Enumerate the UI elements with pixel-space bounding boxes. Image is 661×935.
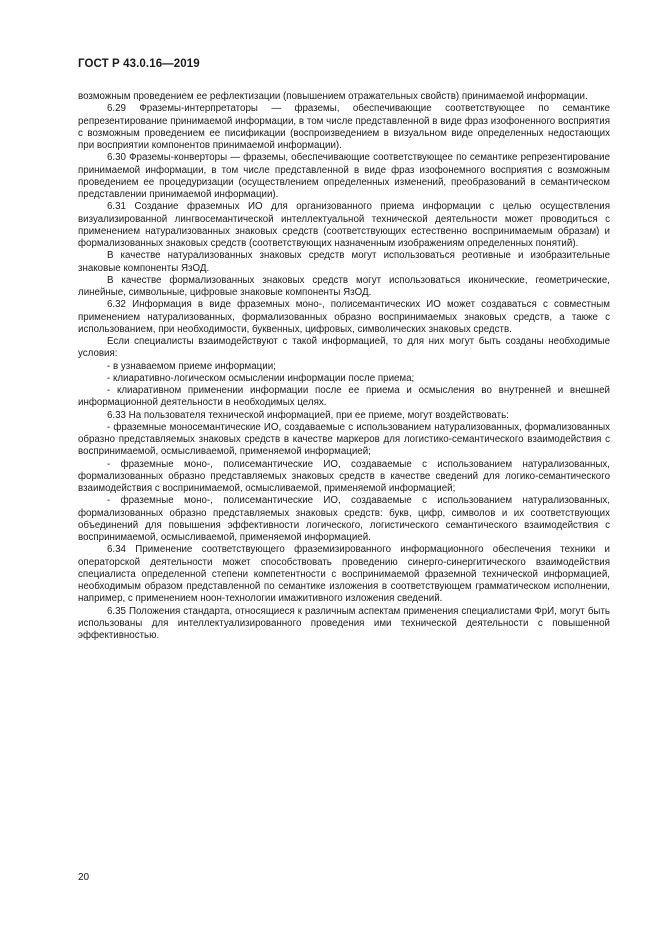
- list-item: - фраземные моно-, полисемантические ИО, создаваемые с использованием натурализованных, формализованных образно представляемых знаковых средств в качестве сведений для логико-семантического взаимодействия с воспринимаемой, осмысливаемой, применяемой информацией;: [78, 458, 610, 494]
- paragraph: 6.33 На пользователя технической информацией, при ее приеме, могут воздействовать:: [107, 409, 509, 421]
- paragraph: Если специалисты взаимодействуют с такой информацией, то для них могут быть созданы необходимые условия:: [78, 336, 610, 360]
- paragraph: В качестве формализованных знаковых средств могут использоваться иконические, геометрические, линейные, символьные, цифровые знаковые компоненты ЯзОД.: [78, 274, 610, 298]
- list-item: - фраземные моно-, полисемантические ИО, создаваемые с использованием натурализованных, формализованных образно представляемых знаковых средств: букв, цифр, символов и их соответствующих объединений для повышения эффективности логического, логистического семантического взаимодействия с воспринимаемой, осмысливаемой, применяемой информацией.: [78, 495, 610, 543]
- list-item: - клиаративно-логическом осмыслении информации после приема;: [107, 372, 415, 384]
- paragraph: 6.30 Фраземы-конверторы — фраземы, обеспечивающие соответствующее по семантике репрезентирование принимаемой информации, в том числе представленной в виде фраз изофонемного восприятия с возможным проведением ее процедуризации (осуществлением определенных изменений, преобразований в семантическом представлении принимаемой информации).: [78, 152, 610, 200]
- list-item: - клиаративном применении информации после ее приема и осмысления во внутренней и внешней информационной деятельности в необходимых целях.: [78, 385, 610, 409]
- document-header: ГОСТ Р 43.0.16—2019: [78, 58, 200, 70]
- list-item: - фраземные моносемантические ИО, создаваемые с использованием натурализованных, формализованных образно представляемых знаковых средств в качестве маркеров для логистико-семантического взаимодействия с воспринимаемой, осмысливаемой, применяемой информацией;: [78, 421, 610, 458]
- paragraph: 6.35 Положения стандарта, относящиеся к различным аспектам применения специалистами ФрИ, могут быть использованы для интеллектуализированного проведения ими технической деятельности с повышенной эффективностью.: [78, 605, 610, 641]
- paragraph: 6.29 Фраземы-интерпретаторы — фраземы, обеспечивающие соответствующее по семантике репрезентирование принимаемой информации, в том числе представленной в виде фраз изофоненного восприятия с возможным проведением ее писификации (воспроизведением в визуальном виде определенных недостающих при восприятии компонентов принимаемой информации).: [78, 103, 610, 151]
- page-number: 20: [78, 872, 90, 883]
- list-item: - в узнаваемом приеме информации;: [107, 360, 276, 372]
- paragraph: 6.34 Применение соответствующего фраземизированного информационного обеспечения техники и операторской деятельности может способствовать проведению синерго-синергитического взаимодействия специалиста определенной степени компетентности с воспринимаемой фраземной технической информацией, необходимым образом представленной по семантике изложения в соответствующем грамматическом исполнении, например, с применением ноон-технологии имажитивного изложения сведений.: [78, 544, 610, 605]
- document-body: [78, 91, 610, 642]
- paragraph: 6.32 Информация в виде фраземных моно-, полисемантических ИО может создаваться с совместным применением натурализованных, формализованных образно воспринимаемых знаковых средств, а также с использованием, при необходимости, буквенных, цифровых, символических знаковых средств.: [78, 299, 610, 335]
- paragraph: 6.31 Создание фраземных ИО для организованного приема информации с целью осуществления визуализированной лингвосемантической интеллектуальной технической деятельности может проводиться с применением натурализованных знаковых средств (соответствующих естественно воспринимаемым образам) и формализованных знаковых средств (соответствующих назначенным изображениям определенных понятий).: [78, 201, 610, 249]
- paragraph: возможным проведением ее рефлектизации (повышением отражательных свойств) принимаемой информации.: [78, 91, 588, 102]
- paragraph: В качестве натурализованных знаковых средств могут использоваться реотивные и изобразительные знаковые компоненты ЯзОД.: [78, 250, 610, 274]
